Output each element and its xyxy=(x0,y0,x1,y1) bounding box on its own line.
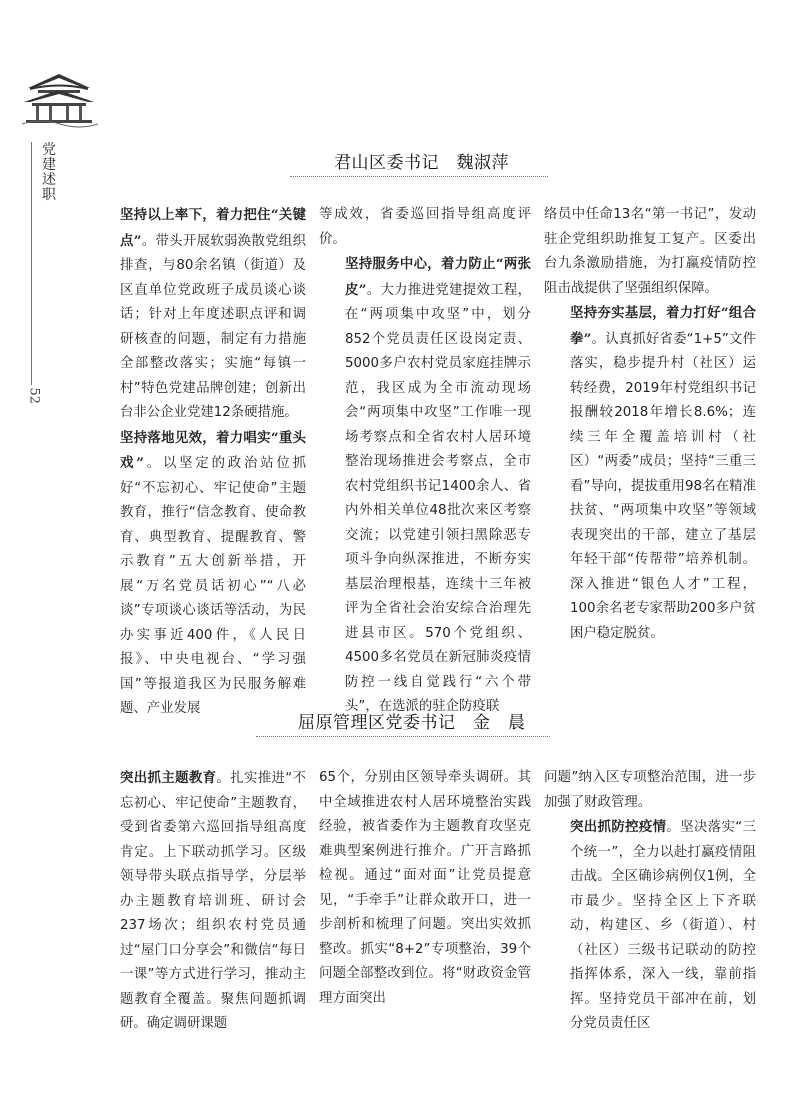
paragraph xyxy=(544,203,756,301)
article-column xyxy=(319,203,531,720)
paragraph-lead: 坚持落地见效，着力唱实“重头戏” xyxy=(120,429,306,471)
paragraph-lead: 坚持服务中心，着力防止“两张皮” xyxy=(345,256,531,298)
article-title: 屈原管理区党委书记 金 晨 xyxy=(298,713,526,733)
paragraph xyxy=(544,301,756,646)
paragraph-text: 65个，分别由区领导牵头调研。其中全域推进农村人居环境整治实践经验，被省委作为主题教育攻坚克难典型案例进行推介。广开言路抓检视。通过“面对面”让党员提意见，“手牵手”让群众敢开口，进一步剖析和梳理了问题。突出实效抓整改。抓实“8+2”专项整治，39个问题全部整改到位。将“财政资金管理方面突出 xyxy=(319,770,531,1006)
title-divider xyxy=(290,176,548,177)
paragraph xyxy=(94,203,306,426)
sidebar-rule xyxy=(31,142,32,385)
paragraph xyxy=(544,815,756,1037)
paragraph-text: 。大力推进党建提效工程，在“两项集中攻坚”中，划分852个党员责任区设岗定责、5000多户农村党员家庭挂牌示范，我区成为全市流动现场会“两项集中攻坚”工作唯一现场考察点和全省农村人居环境整治现场推进会考察点，全市农村党组织书记1400余人、省内外相关单位48批次来区考察交流；以党建引领扫黑除恶专项斗争向纵深推进，不断夯实基层治理根基，连续十三年被评为全省社会治安综合治理先进县市区。570个党组织、4500多名党员在新冠肺炎疫情防控一线自觉践行“六个带头”，在选派的驻企防疫联 xyxy=(345,282,532,714)
page-number: 52 xyxy=(26,387,42,405)
paragraph-lead: 突出抓主题教育 xyxy=(120,770,217,786)
article-column xyxy=(94,766,306,1037)
paragraph-lead: 突出抓防控疫情 xyxy=(570,819,667,835)
paragraph xyxy=(319,766,531,1011)
paragraph-text: 。带头开展软弱涣散党组织排查，与80余名镇（街道）及区直单位党政班子成员谈心谈话；针对上年度述职点评和调研核查的问题，制定有力措施全部整改落实；实施“每镇一村”特色党建品牌创建；创新出台非公企业党建12条硬措施。 xyxy=(120,233,307,420)
paragraph-text: 。扎实推进“不忘初心、牢记使命”主题教育，受到省委第六巡回指导组高度肯定。上下联动抓学习。区级领导带头联点指导学，分层举办主题教育培训班、研讨会237场次；组织农村党员通过“屋门口分享会”和微信“每日一课”等方式进行学习，推动主题教育全覆盖。聚焦问题抓调研。确定调研课题 xyxy=(120,771,307,1031)
title-divider xyxy=(256,736,550,737)
paragraph-text: 。以坚定的政治站位抓好“不忘初心、牢记使命”主题教育，推行“信念教育、使命教育、典型教育、提醒教育、警示教育”五大创新举措，开展“万名党员话初心”“八必谈”专项谈心谈话等活动，为民办实事近400件，《人民日报》、中央电视台、“学习强国”等报道我区为民服务解难题、产业发展 xyxy=(120,456,307,716)
paragraph-text: 等成效，省委巡回指导组高度评价。 xyxy=(319,207,531,247)
paragraph xyxy=(94,766,306,1037)
article-column xyxy=(319,766,531,1011)
article-title: 君山区委书记 魏淑萍 xyxy=(334,153,509,173)
article-column xyxy=(544,766,756,1037)
paragraph-text: 问题”纳入区专项整治范围，进一步加强了财政管理。 xyxy=(544,770,756,810)
paragraph-lead: 坚持夯实基层，着力打好“组合拳” xyxy=(570,305,756,347)
paragraph-text: 络员中任命13名“第一书记”，发动驻企党组织助推复工复产。区委出台九条激励措施，为打赢疫情防控阻击战提供了坚强组织保障。 xyxy=(544,207,756,296)
paragraph xyxy=(544,766,756,815)
section-label: 党建 述职 xyxy=(42,142,56,203)
article-column xyxy=(544,203,756,646)
pavilion-icon xyxy=(20,62,98,128)
paragraph-text: 。认真抓好省委“1+5”文件落实，稳步提升村（社区）运转经费，2019年村党组织书记报酬较2018年增长8.6%；连续三年全覆盖培训村（社区）“两委”成员；坚持“三重三看”导向，提拔重用98名在精准扶贫、“两项集中攻坚”等领域表现突出的干部，建立了基层年轻干部“传帮带”培养机制。深入推进“银色人才”工程，100余名老专家帮助200多户贫困户稳定脱贫。 xyxy=(570,331,757,641)
paragraph xyxy=(94,426,306,722)
paragraph-text: 。坚决落实“三个统一”，全力以赴打赢疫情阻击战。全区确诊病例仅1例，全市最少。坚持全区上下齐联动，构建区、乡（街道）、村（社区）三级书记联动的防控指挥体系，深入一线，靠前指挥。坚持党员干部冲在前，划分党员责任区 xyxy=(570,820,757,1031)
paragraph xyxy=(319,203,531,252)
paragraph-lead: 坚持以上率下，着力把住“关键点” xyxy=(120,207,306,249)
article-column xyxy=(94,203,306,722)
paragraph xyxy=(319,252,531,720)
